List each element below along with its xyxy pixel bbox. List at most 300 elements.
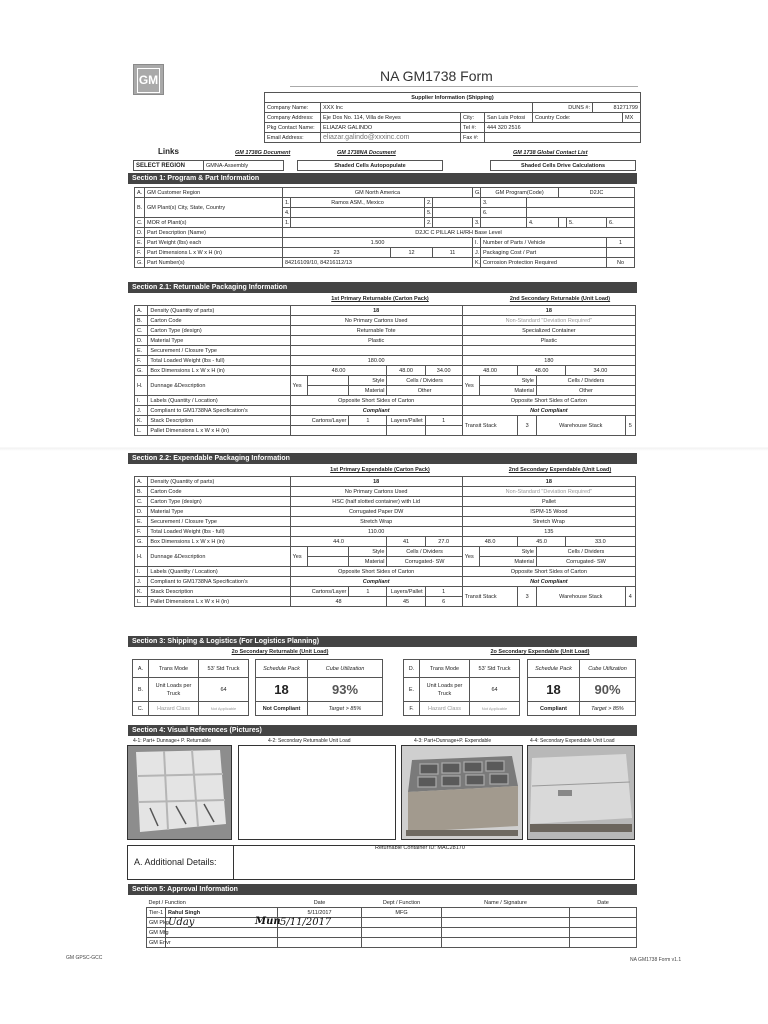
secondary-value[interactable]: 180: [462, 356, 635, 366]
secondary-value[interactable]: Plastic: [462, 336, 635, 346]
row-label: Carton Type (design): [148, 326, 290, 336]
company-name-value: XXX Inc: [321, 103, 533, 113]
supplier-caption: Supplier Information (Shipping): [265, 93, 641, 103]
pack-row: [135, 477, 636, 487]
row-letter: I.: [473, 238, 481, 248]
picture-caption-3: 4-3: Part+Dunnage+P. Expendable: [414, 738, 492, 744]
part-length-value[interactable]: 23: [283, 248, 391, 258]
row-label: Carton Code: [148, 487, 290, 497]
secondary-width[interactable]: 45.0: [518, 537, 565, 547]
country-value: MX: [623, 113, 641, 123]
sec3-left-modes: [132, 659, 249, 716]
pack-row: [135, 356, 636, 366]
row-letter: C.: [135, 326, 148, 336]
style-label: Style: [349, 376, 387, 386]
plant-num: 5.: [425, 208, 433, 218]
mor-num: 6.: [607, 218, 635, 228]
row-letter: B.: [135, 487, 148, 497]
row-letter: I.: [135, 396, 148, 406]
sec3-right-modes: [403, 659, 520, 716]
labels-label: Labels (Quantity / Location): [148, 396, 290, 406]
tel-label: Tel #:: [461, 123, 485, 133]
part-numbers-value[interactable]: 84216109/10, 84216112/13: [283, 258, 473, 268]
transit-stack-value[interactable]: 3: [518, 587, 537, 607]
section-5-header: Section 5: Approval Information: [128, 884, 637, 895]
signature-scribble: Mun: [255, 916, 281, 927]
stack-description-label: Stack Description: [148, 587, 290, 597]
cube-utilization-value: 93%: [308, 678, 383, 702]
plant-num: 4.: [283, 208, 291, 218]
shaded-autopopulate-label: Shaded Cells Autopopulate: [298, 161, 443, 171]
secondary-value[interactable]: Non-Standard "Deviation Required": [462, 487, 635, 497]
warehouse-stack-value[interactable]: 5: [625, 416, 635, 436]
warehouse-stack-label: Warehouse Stack: [536, 416, 625, 436]
material-label: Material: [480, 386, 537, 396]
primary-length[interactable]: 44.0: [290, 537, 387, 547]
approval-table: [146, 898, 637, 948]
secondary-dunnage-yes[interactable]: Yes: [462, 547, 480, 567]
row-label: Total Loaded Weight (lbs - full): [148, 356, 290, 366]
cube-utilization-value: 90%: [580, 678, 636, 702]
mor-num: 3.: [473, 218, 481, 228]
pallet-height[interactable]: 6: [425, 597, 462, 607]
returnable-dunnage-photo: [127, 745, 232, 840]
secondary-compliant-value: Not Compliant: [462, 406, 635, 416]
style-label: Style: [480, 547, 537, 557]
unit-loads-label: Unit Loads per Truck: [420, 678, 470, 702]
packaging-cost-label: Packaging Cost / Part: [481, 248, 607, 258]
cartons-layer-value[interactable]: 1: [349, 416, 387, 426]
approval-dept: GM Envr: [147, 938, 166, 948]
contact-label: Pkg Contact Name:: [265, 123, 321, 133]
secondary-material-value[interactable]: Corrugated- SW: [536, 557, 635, 567]
material-label: Material: [349, 557, 387, 567]
tel-value: 444 320 2516: [485, 123, 641, 133]
row-letter: F.: [135, 248, 145, 258]
primary-style-value[interactable]: Cells / Dividers: [387, 376, 462, 386]
pack-row: [135, 507, 636, 517]
material-label: Material: [480, 557, 537, 567]
plant-num: 2.: [425, 198, 433, 208]
gm-program-value[interactable]: D2JC: [559, 188, 635, 198]
pallet-width[interactable]: 45: [387, 597, 425, 607]
plant-num: 1.: [283, 198, 291, 208]
cartons-layer-label: Cartons/Layer: [290, 587, 349, 597]
email-label: Email Address:: [265, 133, 321, 143]
row-letter: C.: [133, 702, 149, 716]
region-select[interactable]: GMNA-Assembly: [204, 161, 284, 171]
pack-row: [135, 527, 636, 537]
shaded-autopopulate-box: [297, 160, 443, 171]
primary-dunnage-yes[interactable]: Yes: [290, 547, 308, 567]
primary-dunnage-yes[interactable]: Yes: [290, 376, 308, 396]
gm-customer-region-label: GM Customer Region: [145, 188, 283, 198]
secondary-value[interactable]: 18: [462, 477, 635, 487]
sec3-right-caption: 2o Secondary Expendable (Unit Load): [490, 649, 590, 655]
cube-utilization-label: Cube Utilization: [308, 660, 383, 678]
warehouse-stack-value[interactable]: 4: [625, 587, 635, 607]
part-weight-value[interactable]: 1.500: [283, 238, 473, 248]
secondary-value[interactable]: 135: [462, 527, 635, 537]
primary-length[interactable]: 48.00: [290, 366, 387, 376]
row-label: Carton Type (design): [148, 497, 290, 507]
secondary-value[interactable]: Specialized Container: [462, 326, 635, 336]
row-letter: J.: [473, 248, 481, 258]
compliant-label: Compliant to GM1738NA Specification's: [148, 406, 290, 416]
compliance-status: Compliant: [528, 702, 580, 716]
row-label: Material Type: [148, 507, 290, 517]
pallet-length[interactable]: 48: [290, 597, 387, 607]
supplier-info-table: [264, 92, 641, 143]
row-letter: D.: [135, 336, 148, 346]
secondary-value[interactable]: [462, 346, 635, 356]
returnable-container-id: Returnable Container ID: MAC28170: [375, 845, 465, 851]
schedule-pack-value: 18: [256, 678, 308, 702]
primary-returnable-caption: 1st Primary Returnable (Carton Pack): [331, 296, 429, 302]
approval-dept-2: MFG: [362, 908, 442, 918]
cartons-layer-label: Cartons/Layer: [290, 416, 349, 426]
primary-style-value[interactable]: Cells / Dividers: [387, 547, 462, 557]
schedule-pack-label: Schedule Pack: [256, 660, 308, 678]
secondary-returnable-photo: [238, 745, 396, 840]
trans-mode-label: Trans Mode: [149, 660, 199, 678]
section-4-header: Section 4: Visual References (Pictures): [128, 725, 637, 736]
picture-caption-2: 4-2: Secondary Returnable Unit Load: [268, 738, 351, 744]
compliant-label: Compliant to GM1738NA Specification's: [148, 577, 290, 587]
primary-compliant-value: Compliant: [290, 577, 462, 587]
gm-plant-1-value[interactable]: Ramos ASM., Mexico: [291, 198, 425, 208]
schedule-pack-label: Schedule Pack: [528, 660, 580, 678]
part-height-value[interactable]: 11: [433, 248, 473, 258]
country-label: Country Code:: [533, 113, 623, 123]
corrosion-label: Corrosion Protection Required: [481, 258, 607, 268]
row-letter: A.: [135, 306, 148, 316]
shaded-drive-label: Shaded Cells Drive Calculations: [491, 161, 636, 171]
section-2-2-table: [134, 476, 636, 607]
hazard-class-value[interactable]: Not Applicable: [470, 702, 520, 716]
row-letter: E.: [404, 678, 420, 702]
secondary-expendable-caption: 2nd Secondary Expendable (Unit Load): [508, 467, 612, 473]
row-letter: B.: [135, 316, 148, 326]
row-letter: E.: [135, 346, 148, 356]
row-letter: L.: [135, 426, 148, 436]
pack-row: [135, 326, 636, 336]
row-letter: F.: [135, 356, 148, 366]
part-dimensions-label: Part Dimensions L x W x H (in): [145, 248, 283, 258]
section-2-1-header: Section 2.1: Returnable Packaging Information: [128, 282, 637, 293]
cartons-layer-value[interactable]: 1: [349, 587, 387, 597]
picture-caption-1: 4-1: Part+ Dunnage+ P. Returnable: [133, 738, 212, 744]
row-letter: C.: [135, 218, 145, 228]
address-value: Eje Dos No. 114, Villa de Reyes: [321, 113, 461, 123]
section-1-table: [134, 187, 635, 268]
compliance-status: Not Compliant: [256, 702, 308, 716]
layers-pallet-value[interactable]: 1: [425, 416, 462, 426]
dept-header-2: Dept / Function: [382, 899, 421, 906]
title-rule: [290, 86, 638, 87]
row-letter: A.: [135, 477, 148, 487]
pack-row: [135, 497, 636, 507]
mor-num: 2.: [425, 218, 433, 228]
sec3-right-summary: [527, 659, 636, 716]
row-letter: J.: [135, 577, 148, 587]
row-letter: E.: [135, 238, 145, 248]
row-letter: H.: [135, 547, 148, 567]
row-letter: G.: [135, 258, 145, 268]
primary-expendable-caption: 1st Primary Expendable (Carton Pack): [330, 467, 430, 473]
primary-width[interactable]: 41: [387, 537, 425, 547]
primary-value[interactable]: [290, 346, 462, 356]
fax-value: [485, 133, 641, 143]
primary-value[interactable]: 18: [290, 477, 462, 487]
trans-mode-value[interactable]: 53' Std Truck: [470, 660, 520, 678]
primary-value[interactable]: Returnable Tote: [290, 326, 462, 336]
target-label: Target > 85%: [308, 702, 383, 716]
section-1-header: Section 1: Program & Part Information: [128, 173, 637, 184]
expendable-unit-load-photo: [527, 745, 635, 840]
section-2-1-table: [134, 305, 636, 436]
pack-row: [135, 346, 636, 356]
secondary-value[interactable]: Pallet: [462, 497, 635, 507]
unit-loads-label: Unit Loads per Truck: [149, 678, 199, 702]
date-header-2: Date: [597, 899, 609, 906]
dunnage-label: Dunnage &Description: [148, 376, 290, 396]
primary-height[interactable]: 27.0: [425, 537, 462, 547]
plant-num: 3.: [481, 198, 527, 208]
row-letter: K.: [135, 587, 148, 597]
email-value[interactable]: eliazar.galindo@xxxinc.com: [321, 133, 461, 143]
part-description-label: Part Description (Name): [145, 228, 283, 238]
footer-left: GM GPSC-GCC: [66, 955, 103, 961]
primary-value[interactable]: Corrugated Paper DW: [290, 507, 462, 517]
link-global-contact-list[interactable]: GM 1738 Global Contact List: [513, 150, 588, 156]
row-letter: F.: [135, 527, 148, 537]
row-letter: B.: [133, 678, 149, 702]
mor-label: MOR of Plant(s): [145, 218, 283, 228]
name-signature-header: Name / Signature: [484, 899, 527, 906]
shaded-drive-box: [490, 160, 636, 171]
link-gm1738na-document[interactable]: GM 1738NA Document: [337, 150, 396, 156]
row-label: Securement / Closure Type: [148, 517, 290, 527]
city-label: City:: [461, 113, 485, 123]
primary-labels-value[interactable]: Opposite Short Sides of Carton: [290, 396, 462, 406]
row-letter: J.: [135, 406, 148, 416]
section-3-header: Section 3: Shipping & Logistics (For Logistics Planning): [128, 636, 637, 647]
part-description-value[interactable]: D2JC C PILLAR LH/RH Base Level: [283, 228, 635, 238]
primary-value[interactable]: 18: [290, 306, 462, 316]
secondary-labels-value[interactable]: Opposite Short Sides of Carton: [462, 396, 635, 406]
dunnage-label: Dunnage &Description: [148, 547, 290, 567]
sec3-left-caption: 2o Secondary Returnable (Unit Load): [231, 649, 329, 655]
primary-value[interactable]: No Primary Cartons Used: [290, 487, 462, 497]
row-label: Density (Quantity of parts): [148, 477, 290, 487]
mor-num: 5.: [567, 218, 607, 228]
row-letter: D.: [404, 660, 420, 678]
primary-compliant-value: Compliant: [290, 406, 462, 416]
plant-num: 6.: [481, 208, 527, 218]
row-letter: C.: [135, 497, 148, 507]
layers-pallet-label: Layers/Pallet: [387, 587, 425, 597]
box-dimensions-label: Box Dimensions L x W x H (in): [148, 537, 290, 547]
primary-labels-value[interactable]: Opposite Short Sides of Carton: [290, 567, 462, 577]
approval-signature[interactable]: Uday: [166, 918, 278, 928]
primary-value[interactable]: 180.00: [290, 356, 462, 366]
sec3-left-summary: [255, 659, 383, 716]
primary-value[interactable]: Plastic: [290, 336, 462, 346]
row-letter: G.: [135, 366, 148, 376]
transit-stack-value[interactable]: 3: [518, 416, 537, 436]
gm-logo: GM: [133, 64, 164, 95]
target-label: Target > 85%: [580, 702, 636, 716]
secondary-value[interactable]: Non-Standard "Deviation Required": [462, 316, 635, 326]
part-numbers-label: Part Number(s): [145, 258, 283, 268]
expendable-box-photo: [401, 745, 523, 840]
pack-row: [135, 336, 636, 346]
warehouse-stack-label: Warehouse Stack: [536, 587, 625, 607]
city-value: San Luis Potosi: [485, 113, 533, 123]
duns-label: DUNS #:: [533, 103, 593, 113]
gm-program-label: GM Program(Code): [481, 188, 559, 198]
approval-name[interactable]: Rahul Singh: [166, 908, 278, 918]
secondary-length[interactable]: 48.0: [462, 537, 518, 547]
row-letter: B.: [135, 198, 145, 218]
primary-height[interactable]: 34.00: [425, 366, 462, 376]
primary-material-value[interactable]: Corrugated- SW: [387, 557, 462, 567]
layers-pallet-label: Layers/Pallet: [387, 416, 425, 426]
trans-mode-value[interactable]: 53' Std Truck: [199, 660, 249, 678]
part-weight-label: Part Weight (lbs) each: [145, 238, 283, 248]
additional-details-label: A. Additional Details:: [134, 857, 217, 867]
transit-stack-label: Transit Stack: [462, 587, 518, 607]
row-letter: K.: [135, 416, 148, 426]
pack-row: [135, 316, 636, 326]
dept-header: Dept / Function: [148, 899, 186, 906]
primary-width[interactable]: 48.00: [387, 366, 425, 376]
layers-pallet-value[interactable]: 1: [425, 587, 462, 597]
picture-caption-4: 4-4: Secondary Expendable Unit Load: [530, 738, 615, 744]
secondary-compliant-value: Not Compliant: [462, 577, 635, 587]
part-width-value[interactable]: 12: [391, 248, 433, 258]
hazard-class-label: Hazard Class: [420, 702, 470, 716]
primary-value[interactable]: Stretch Wrap: [290, 517, 462, 527]
row-letter: E.: [135, 517, 148, 527]
secondary-value[interactable]: ISPM-15 Wood: [462, 507, 635, 517]
packaging-cost-value[interactable]: [607, 248, 635, 258]
section-2-2-header: Section 2.2: Expendable Packaging Information: [128, 453, 637, 464]
date-header: Date: [313, 899, 326, 906]
pack-row: [135, 487, 636, 497]
material-label: Material: [349, 386, 387, 396]
address-label: Company Address:: [265, 113, 321, 123]
primary-value[interactable]: 110.00: [290, 527, 462, 537]
secondary-labels-value[interactable]: Opposite Short Sides of Carton: [462, 567, 635, 577]
secondary-style-value[interactable]: Cells / Dividers: [536, 376, 635, 386]
gm-customer-region-value[interactable]: GM North America: [283, 188, 473, 198]
row-label: Density (Quantity of parts): [148, 306, 290, 316]
row-letter: H.: [135, 376, 148, 396]
secondary-height[interactable]: 34.00: [565, 366, 635, 376]
pallet-dimensions-label: Pallet Dimensions L x W x H (in): [148, 597, 290, 607]
corrosion-value[interactable]: No: [607, 258, 635, 268]
primary-material-value[interactable]: Other: [387, 386, 462, 396]
transit-stack-label: Transit Stack: [462, 416, 518, 436]
row-letter: L.: [135, 597, 148, 607]
row-label: Securement / Closure Type: [148, 346, 290, 356]
labels-label: Labels (Quantity / Location): [148, 567, 290, 577]
secondary-returnable-caption: 2nd Secondary Returnable (Unit Load): [509, 296, 611, 302]
approval-dept: GM Mfg: [147, 928, 166, 938]
cube-utilization-label: Cube Utilization: [580, 660, 636, 678]
secondary-width[interactable]: 48.00: [518, 366, 565, 376]
schedule-pack-value: 18: [528, 678, 580, 702]
approval-date[interactable]: 5/11/2017: [278, 908, 362, 918]
row-letter: F.: [404, 702, 420, 716]
links-label: Links: [158, 147, 179, 156]
approval-dept: Tier-1: [147, 908, 166, 918]
hazard-class-value[interactable]: Not Applicable: [199, 702, 249, 716]
approval-handwritten-date[interactable]: 5/11/2017: [278, 918, 362, 928]
stack-description-label: Stack Description: [148, 416, 290, 426]
pack-row: [135, 517, 636, 527]
row-letter: A.: [135, 188, 145, 198]
row-letter: A.: [133, 660, 149, 678]
unit-loads-value[interactable]: 64: [470, 678, 520, 702]
secondary-length[interactable]: 48.00: [462, 366, 518, 376]
secondary-height[interactable]: 33.0: [565, 537, 635, 547]
unit-loads-value[interactable]: 64: [199, 678, 249, 702]
form-title: NA GM1738 Form: [380, 68, 493, 84]
pack-row: [135, 306, 636, 316]
row-label: Material Type: [148, 336, 290, 346]
row-label: Total Loaded Weight (lbs - full): [148, 527, 290, 537]
secondary-style-value[interactable]: Cells / Dividers: [536, 547, 635, 557]
row-label: Carton Code: [148, 316, 290, 326]
parts-per-vehicle-label: Number of Parts / Vehicle: [481, 238, 607, 248]
footer-right: NA GM1738 Form v1.1: [630, 957, 682, 963]
company-name-label: Company Name:: [265, 103, 321, 113]
row-letter: K.: [473, 258, 481, 268]
trans-mode-label: Trans Mode: [420, 660, 470, 678]
row-letter: D.: [135, 228, 145, 238]
approval-dept: GM Pkg: [147, 918, 166, 928]
primary-value[interactable]: No Primary Cartons Used: [290, 316, 462, 326]
fax-label: Fax #:: [461, 133, 485, 143]
gm-plants-label: GM Plant(s) City, State, Country: [145, 198, 283, 218]
row-letter: D.: [135, 507, 148, 517]
secondary-dunnage-yes[interactable]: Yes: [462, 376, 480, 396]
style-label: Style: [480, 376, 537, 386]
secondary-value[interactable]: 18: [462, 306, 635, 316]
select-region-label: SELECT REGION: [134, 161, 204, 171]
secondary-material-value[interactable]: Other: [536, 386, 635, 396]
duns-value: 81271799: [593, 103, 641, 113]
link-gm1738g-document[interactable]: GM 1738G Document: [235, 150, 291, 156]
secondary-value[interactable]: Stretch Wrap: [462, 517, 635, 527]
pallet-dimensions-label: Pallet Dimensions L x W x H (in): [148, 426, 290, 436]
box-dimensions-label: Box Dimensions L x W x H (in): [148, 366, 290, 376]
row-letter: G.: [473, 188, 481, 198]
row-letter: I.: [135, 567, 148, 577]
region-row: [133, 160, 284, 171]
row-letter: G.: [135, 537, 148, 547]
primary-value[interactable]: HSC (half slotted container) with Lid: [290, 497, 462, 507]
mor-num: 4.: [527, 218, 559, 228]
parts-per-vehicle-value[interactable]: 1: [607, 238, 635, 248]
style-label: Style: [349, 547, 387, 557]
contact-value: ELIAZAR GALINDO: [321, 123, 461, 133]
hazard-class-label: Hazard Class: [149, 702, 199, 716]
mor-num: 1.: [283, 218, 291, 228]
